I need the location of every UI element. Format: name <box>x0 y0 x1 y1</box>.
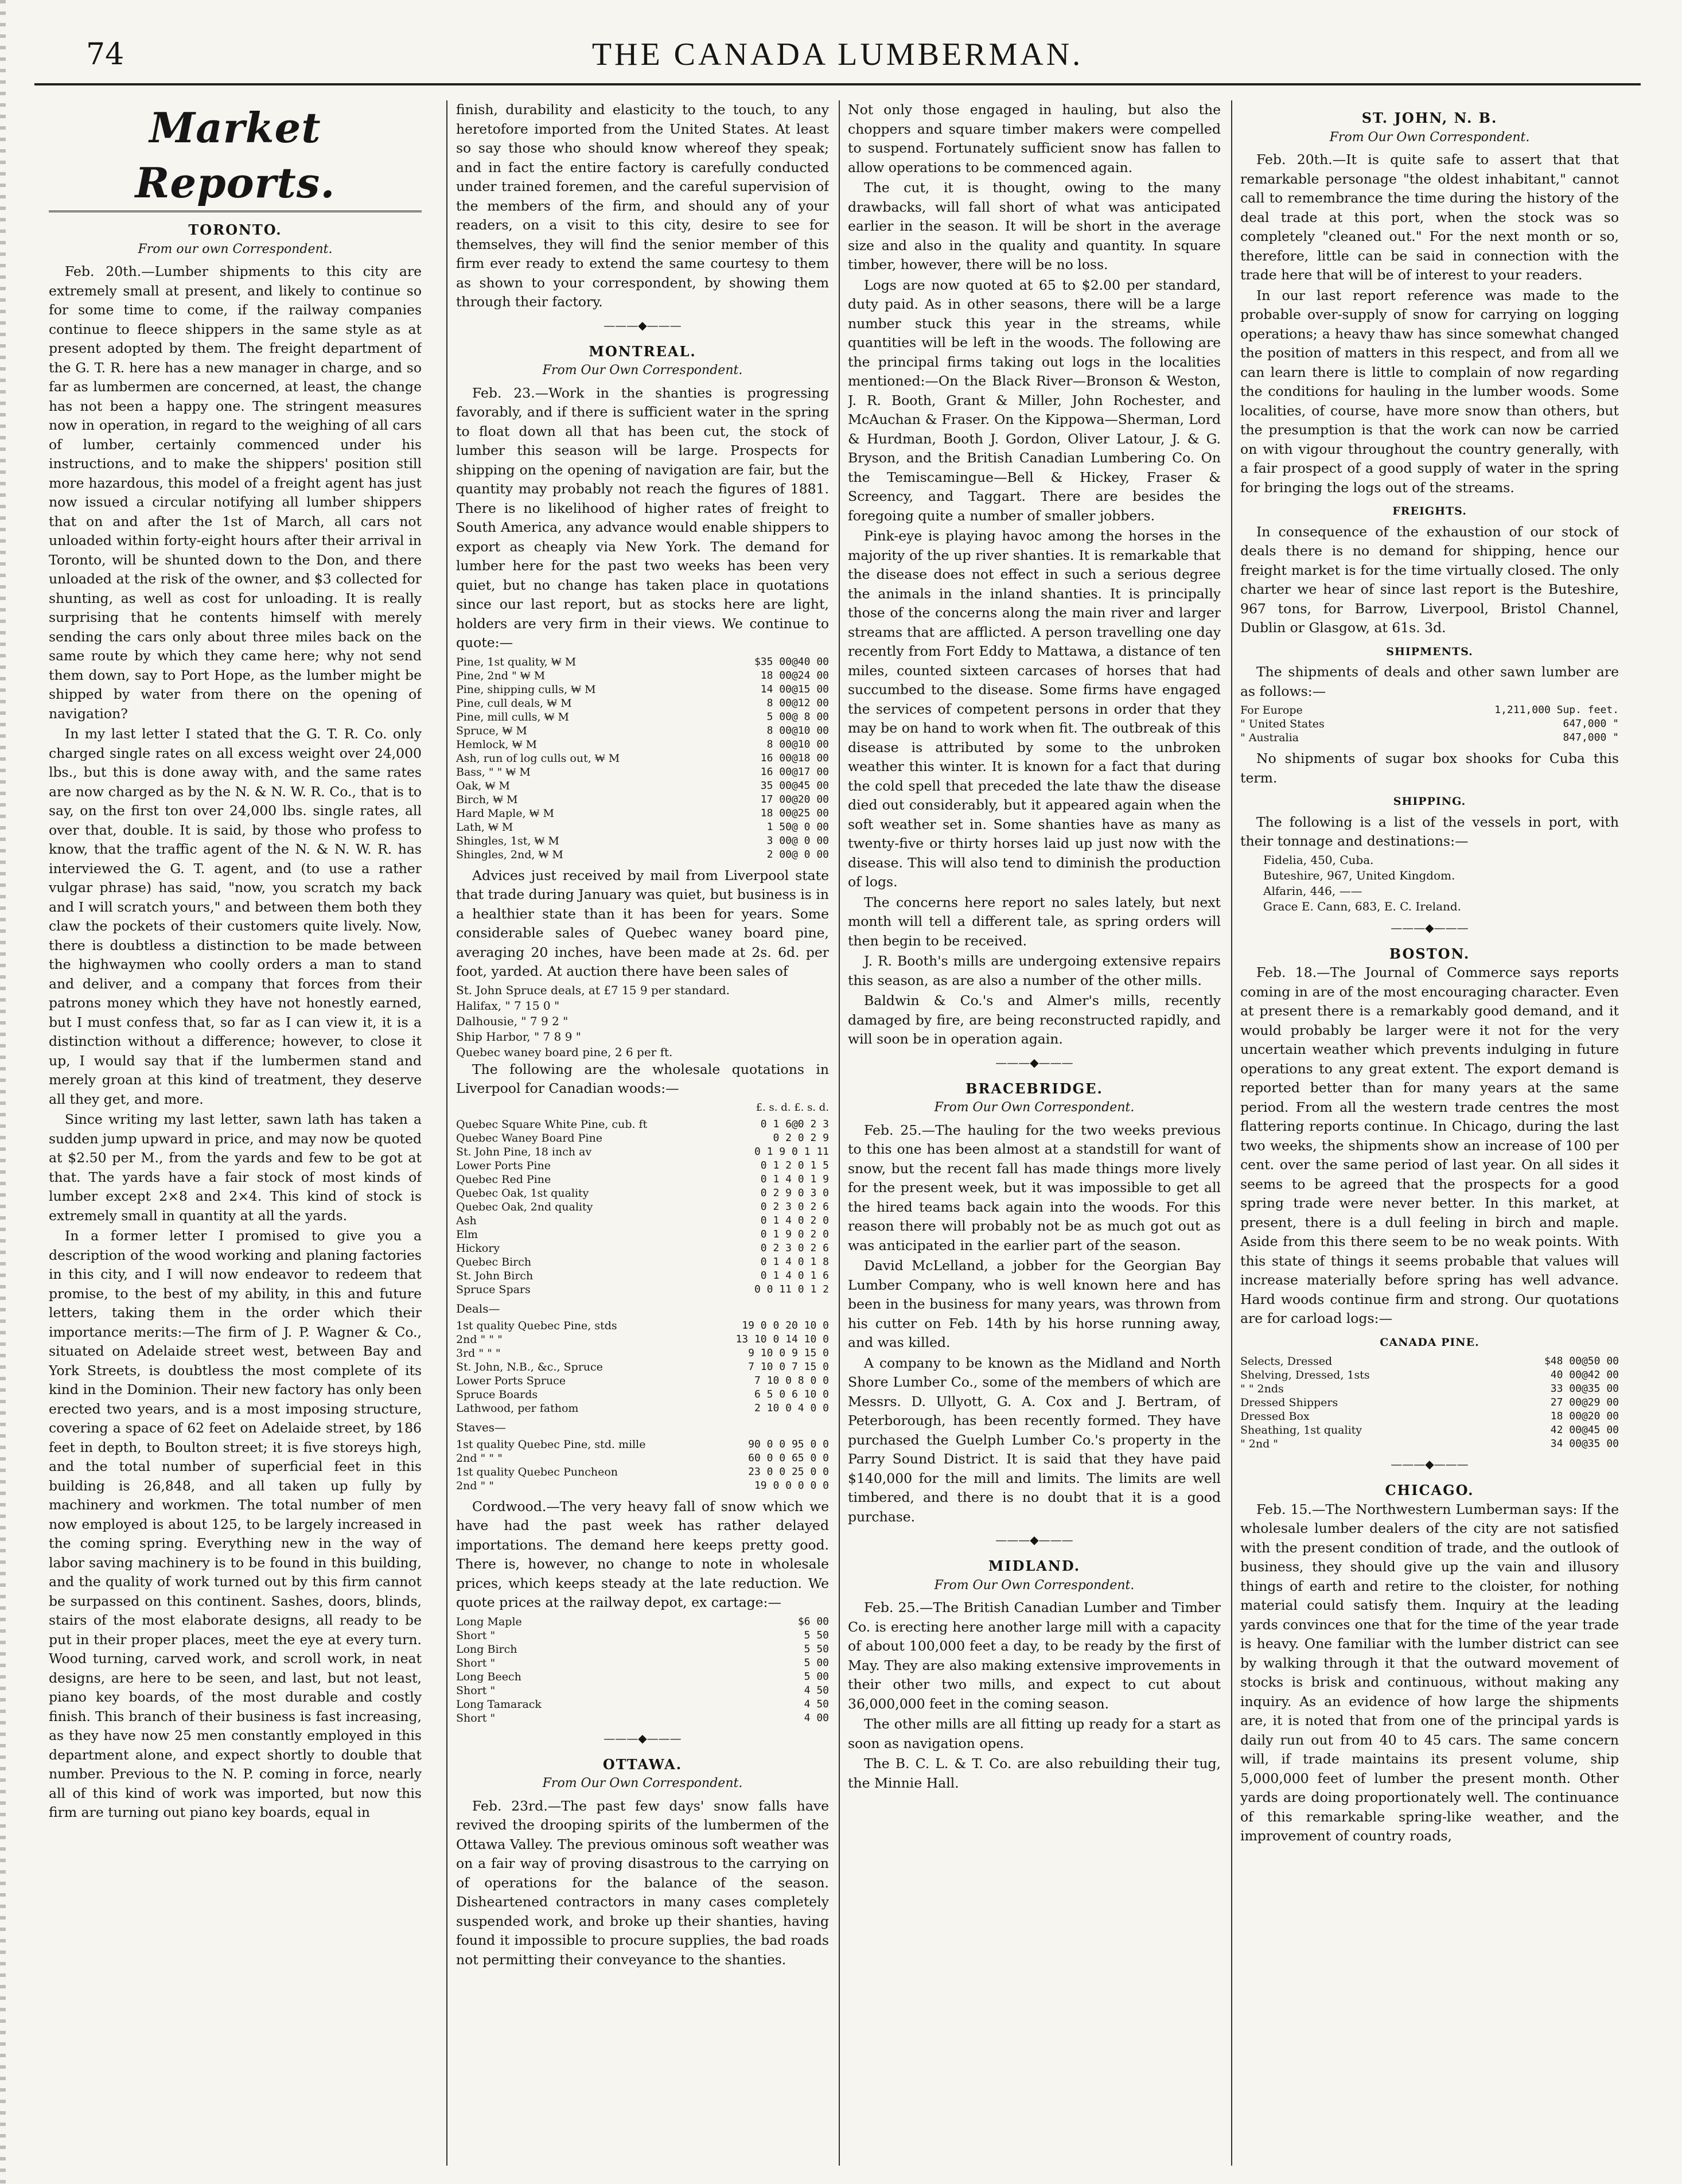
price-value: 2 10 0 4 0 0 <box>754 1402 829 1414</box>
price-row <box>1240 1437 1619 1451</box>
price-item: Pine, shipping culls, ₩ M <box>456 683 596 696</box>
price-value: 90 0 0 95 0 0 <box>748 1438 829 1450</box>
column-3 <box>848 100 1221 2166</box>
price-value: 19 0 0 0 0 0 <box>754 1479 829 1492</box>
price-item: Quebec Waney Board Pine <box>456 1131 602 1144</box>
price-value: 0 0 11 0 1 2 <box>754 1283 829 1295</box>
liverpool-price-table <box>456 1118 829 1297</box>
price-item: Quebec Oak, 2nd quality <box>456 1200 593 1213</box>
price-row <box>456 1698 829 1711</box>
auction-price-line: St. John Spruce deals, at £7 15 9 per standard. <box>456 983 730 997</box>
toronto-subtitle: From our own Correspondent. <box>138 242 333 256</box>
montreal-paragraph: The following are the wholesale quotations in Liverpool for Canadian woods:— <box>456 1061 829 1096</box>
price-value: 5 50 <box>804 1642 829 1655</box>
price-row <box>456 655 829 669</box>
price-row <box>456 1711 829 1725</box>
stjohn-subtitle: From Our Own Correspondent. <box>1329 130 1530 145</box>
price-item: Spruce, ₩ M <box>456 724 527 737</box>
price-row <box>456 1465 829 1479</box>
price-value: 9 10 0 9 15 0 <box>748 1346 829 1359</box>
ottawa-title: OTTAWA. <box>602 1755 683 1773</box>
price-item: Ash, run of log culls out, ₩ M <box>456 752 620 765</box>
price-value: 0 2 3 0 2 6 <box>760 1241 829 1254</box>
price-row <box>456 1283 829 1297</box>
ottawa-paragraph: Pink-eye is playing havoc among the horses in the majority of the up river shanties. It is remarkable that the disease does not effect in such a serious degree the animals in the inland shanties. It is principally those of the concerns along the main river and larger streams that are afflicted. A person travelling one day recently from Fort Eddy to Mattawa, a distance of ten miles, counted sixteen carcases of horses that had succumbed to the disease. Some firms have engaged the services of competent persons in order that they may be on hand to work when fit. The outbreak of this disease is attributed by some to the unbroken weather this winter. It is known for a fact that during the cold spell that preceded the late thaw the disease died out considerably, but it appeared again when the soft weather set in. Some shanties have as many as twenty-five or thirty horses laid up just now with the disease. This will also tend to diminish the production of logs. <box>848 528 1221 890</box>
price-item: St. John Pine, 18 inch av <box>456 1145 592 1158</box>
price-item: 2nd " " <box>456 1479 495 1492</box>
bracebridge-paragraph: Feb. 25.—The hauling for the two weeks previous to this one has been almost at a standstill for want of snow, but the recent fall has made things more lively for the present week, but it was impossible to get all the hired teams back again into the woods. For this reason there will probably not be as much got out as was anticipated in the earlier part of the season. <box>848 1122 1221 1253</box>
boston-title: BOSTON. <box>1389 945 1470 962</box>
price-row <box>456 738 829 752</box>
price-value: $48 00@50 00 <box>1544 1355 1619 1367</box>
price-value: 8 00@10 00 <box>766 738 829 750</box>
price-row <box>1240 1410 1619 1423</box>
price-row <box>456 1684 829 1698</box>
price-item: Quebec Birch <box>456 1255 532 1268</box>
shipment-row <box>1240 717 1619 731</box>
price-item: 1st quality Quebec Pine, std. mille <box>456 1438 646 1451</box>
price-item: Hickory <box>456 1241 500 1255</box>
section-divider: ———◆——— <box>995 1533 1073 1547</box>
canada-pine-heading: CANADA PINE. <box>1380 1336 1479 1349</box>
price-row <box>456 793 829 807</box>
price-item: 1st quality Quebec Puncheon <box>456 1465 618 1478</box>
vessel-item: Grace E. Cann, 683, E. C. Ireland. <box>1263 899 1462 913</box>
price-row <box>456 1319 829 1333</box>
price-item: Long Maple <box>456 1615 522 1628</box>
auction-price-list <box>456 983 829 1060</box>
price-row <box>456 1346 829 1360</box>
price-value: 23 0 0 25 0 0 <box>748 1465 829 1478</box>
price-value: 7 10 0 8 0 0 <box>754 1374 829 1387</box>
market-reports-masthead: Market Reports. <box>49 100 422 212</box>
price-item: Spruce Spars <box>456 1283 531 1296</box>
price-value: 5 00 <box>804 1656 829 1669</box>
price-item: 2nd " " " <box>456 1451 503 1465</box>
price-value: 0 2 3 0 2 6 <box>760 1200 829 1213</box>
price-value: 18 00@20 00 <box>1550 1410 1619 1422</box>
price-row <box>456 1402 829 1415</box>
price-item: Lower Ports Spruce <box>456 1374 566 1387</box>
freights-heading: FREIGHTS. <box>1392 505 1467 517</box>
price-item: Pine, 1st quality, ₩ M <box>456 655 577 668</box>
price-row <box>456 1388 829 1402</box>
toronto-title: TORONTO. <box>188 221 282 238</box>
bracebridge-paragraph: David McLelland, a jobber for the Georgian Bay Lumber Company, who is well known here and has been in the business for many years, was thrown from his cutter on Feb. 14th by his horse running away, and was killed. <box>848 1258 1221 1350</box>
shipment-row <box>1240 731 1619 745</box>
price-item: " 2nd " <box>1240 1438 1279 1450</box>
price-row <box>456 779 829 793</box>
price-item: Lath, ₩ M <box>456 820 513 834</box>
price-row <box>456 820 829 834</box>
stjohn-paragraph: In our last report reference was made to the probable over-supply of snow for carrying on logging operations; a heavy thaw has since somewhat changed the position of matters in this respect, and from all we can learn there is little to complain of now regarding the conditions for hauling in the lumber woods. Some localities, of course, have more snow than others, but the presumption is that the work can now be carried on with vigour throughout the country generally, with a fair prospect of a good supply of water in the spring for bringing the logs out of the streams. <box>1240 287 1619 496</box>
price-row <box>456 1642 829 1656</box>
price-value: 2 00@ 0 00 <box>766 848 829 861</box>
price-row <box>1240 1423 1619 1437</box>
bracebridge-title: BRACEBRIDGE. <box>965 1080 1103 1097</box>
newspaper-title: THE CANADA LUMBERMAN. <box>591 37 1084 72</box>
chicago-title: CHICAGO. <box>1385 1482 1474 1498</box>
deals-price-table <box>456 1319 829 1415</box>
shipments-table <box>1240 703 1619 745</box>
price-value: 27 00@29 00 <box>1550 1396 1619 1408</box>
price-item: Shingles, 2nd, ₩ M <box>456 848 563 861</box>
deals-heading: Deals— <box>456 1301 500 1315</box>
price-row <box>456 724 829 738</box>
price-item: St. John, N.B., &c., Spruce <box>456 1360 603 1373</box>
auction-price-line: Ship Harbor, " 7 8 9 " <box>456 1029 581 1044</box>
price-row <box>1240 1368 1619 1382</box>
price-row <box>456 1656 829 1670</box>
price-row <box>456 1269 829 1283</box>
price-row <box>456 710 829 724</box>
chicago-paragraph: Feb. 15.—The Northwestern Lumberman says: If the wholesale lumber dealers of the city are not satisfied with the present condition of trade, and the outlook of business, they should give up the vain and illusory things of earth and retire to the cloister, for nothing material could satisfy them. Inquiry at the leading yards convinces one that for the time of the year trade is heavy. One familiar with the lumber district can see by walking through it that the outward movement of stocks is brisk and continuous, without making any inquiry. As an evidence of how large the shipments are, it is noted that from one of the principal yards is daily run out from 40 to 45 cars. The same concern will, if trade maintains its present volume, ship 5,000,000 feet of lumber the present month. Other yards are doing proportionately well. The continuance of this remarkable spring-like weather, and the improvement of country roads, <box>1240 1501 1619 1844</box>
price-row <box>456 1145 829 1159</box>
auction-price-line: Halifax, " 7 15 0 " <box>456 998 560 1013</box>
price-value: 18 00@25 00 <box>760 807 829 819</box>
price-item: Quebec Square White Pine, cub. ft <box>456 1118 648 1131</box>
section-divider: ———◆——— <box>1391 1457 1469 1471</box>
price-row <box>456 1200 829 1214</box>
shipping-heading: SHIPPING. <box>1393 795 1466 808</box>
ottawa-paragraph: Not only those engaged in hauling, but also the choppers and square timber makers were compelled to suspend. Fortunately sufficient snow has fallen to allow operations to be commenced again. <box>848 102 1221 176</box>
column-4 <box>1240 100 1619 2166</box>
price-row <box>456 683 829 696</box>
price-item: " " 2nds <box>1240 1383 1284 1395</box>
price-item: Spruce Boards <box>456 1388 538 1401</box>
price-item: Long Tamarack <box>456 1698 542 1711</box>
price-value: 847,000 " <box>1563 731 1619 743</box>
price-value: 19 0 0 20 10 0 <box>742 1319 829 1332</box>
montreal-paragraph: Advices just received by mail from Liverpool state that trade during January was quiet, but business is in a healthier state than it has been for years. Some considerable sales of Quebec waney board pine, averaging 20 inches, have been made at 2s. 6d. per foot, yarded. At auction there have been sales of <box>456 867 829 979</box>
price-value: 34 00@35 00 <box>1550 1438 1619 1450</box>
price-value: 0 1 4 0 1 9 <box>760 1173 829 1185</box>
price-value: 0 2 0 2 9 <box>773 1131 829 1144</box>
price-row <box>456 1214 829 1228</box>
midland-paragraph: The other mills are all fitting up ready for a start as soon as navigation opens. <box>848 1716 1221 1751</box>
bracebridge-subtitle: From Our Own Correspondent. <box>934 1100 1135 1115</box>
price-item: Bass, " " ₩ M <box>456 765 531 778</box>
stjohn-title: ST. JOHN, N. B. <box>1361 110 1498 126</box>
price-value: 0 1 6@0 2 3 <box>760 1118 829 1130</box>
column-2 <box>456 100 829 2166</box>
cordwood-paragraph: Cordwood.—The very heavy fall of snow which we have had the past week has rather delayed importations. The demand here keeps pretty good. There is, however, no change to note in wholesale prices, which keeps steady at the late reduction. We quote prices at the railway depot, ex cartage:— <box>456 1498 829 1610</box>
price-value: 0 1 4 0 2 0 <box>760 1214 829 1227</box>
shipping-paragraph: The following is a list of the vessels in port, with their tonnage and destinations:— <box>1240 813 1619 849</box>
ottawa-paragraph: The concerns here report no sales lately, but next month will tell a different tale, as spring orders will then begin to be received. <box>848 894 1221 949</box>
toronto-paragraph: In a former letter I promised to give you a description of the wood working and planing factories in this city, and I will now endeavor to redeem that promise, to the best of my ability, in this and future letters, taking them in the order which their importance merits:—The firm of J. P. Wagner & Co., situated on Adelaide street west, between Bay and York Streets, is doubtless the most complete of its kind in the Dominion. Their new factory has only been erected two years, and is a most imposing structure, covering a space of 62 feet on Adelaide street, by 186 feet in depth, to Boulton street; it is five storeys high, and the total number of superficial feet in this building is 26,848, and all taken up fully by machinery and workmen. The total number of men now employed is about 125, to be largely increased in the coming spring. Everything new in the way of labor saving machinery is to be found in this building, and the quality of work turned out by this firm cannot be surpassed on this continent. Sashes, doors, blinds, stairs of the most elaborate designs, all ready to be put in their proper places, meet the eye at every turn. Wood turning, carved work, and scroll work, in neat designs, are here to be seen, and last, but not least, piano key boards, of the most durable and costly finish. This branch of their business is fast increasing, as they have now 25 men constantly employed in this department alone, and expect shortly to double that number. Previous to the N. P. coming in force, nearly all of this kind of work was imported, but now this firm are turning out piano key boards, equal in <box>49 1228 422 1820</box>
section-divider: ———◆——— <box>604 318 682 332</box>
price-value: 5 00@ 8 00 <box>766 710 829 723</box>
toronto-continuation: finish, durability and elasticity to the touch, to any heretofore imported from the United States. At least so say those who should know whereof they speak; and in fact the entire factory is carefully conducted under trained foremen, and the careful supervision of the members of the firm, and should any of your readers, on a visit to this city, desire to see for themselves, they will find the senior member of this firm ever ready to extend the same courtesy to them as shown to your correspondent, by showing them through their factory. <box>456 102 829 310</box>
boston-paragraph: Feb. 18.—The Journal of Commerce says reports coming in are of the most encouraging character. Even at present there is a remarkably good demand, and it would probably be larger were it not for the very uncertain weather which prevents indulging in future operations to any great extent. The export demand is reported better than for many years at the same period. From all the western trade centres the most flattering reports continue. In Chicago, during the last two weeks, the shipments show an increase of 100 per cent. over the same period of last year. On all sides it seems to be agreed that the prospects for a good spring trade were never better. In this market, at present, there is a dull feeling in birch and maple. Aside from this there seem to be no weak points. With this state of things it seems probable that values will increase materially before spring has well advance. Hard woods continue firm and strong. Our quotations are for carload logs:— <box>1240 964 1619 1326</box>
price-value: 14 00@15 00 <box>760 683 829 695</box>
price-item: St. John Birch <box>456 1269 534 1282</box>
price-row <box>456 669 829 683</box>
price-item: Short " <box>456 1629 496 1642</box>
price-value: $35 00@40 00 <box>754 655 829 668</box>
price-item: 1st quality Quebec Pine, stds <box>456 1319 617 1332</box>
price-row <box>456 1241 829 1255</box>
price-row <box>456 834 829 848</box>
section-divider: ———◆——— <box>1391 920 1469 935</box>
price-row <box>456 1374 829 1388</box>
price-item: Birch, ₩ M <box>456 793 518 806</box>
column-rule <box>446 100 447 2166</box>
price-value: 8 00@10 00 <box>766 724 829 737</box>
price-row <box>456 1479 829 1493</box>
price-value: 0 1 4 0 1 6 <box>760 1269 829 1282</box>
vessel-item: Buteshire, 967, United Kingdom. <box>1263 868 1455 882</box>
price-item: Selects, Dressed <box>1240 1355 1333 1368</box>
price-item: Pine, 2nd " ₩ M <box>456 669 546 682</box>
price-value: 40 00@42 00 <box>1550 1369 1619 1381</box>
shipments-paragraph: The shipments of deals and other sawn lumber are as follows:— <box>1240 664 1619 699</box>
price-item: Hemlock, ₩ M <box>456 738 538 751</box>
midland-subtitle: From Our Own Correspondent. <box>934 1578 1135 1593</box>
price-row <box>456 1131 829 1145</box>
price-value: 16 00@18 00 <box>760 752 829 764</box>
ottawa-paragraph: Feb. 23rd.—The past few days' snow falls have revived the drooping spirits of the lumbermen of the Ottawa Valley. The previous ominous soft weather was on a fair way of proving disastrous to the carrying on of operations for the balance of the season. Disheartened contractors in many cases completely suspended work, and broke up their shanties, having found it impossible to procure supplies, the bad roads not permitting their conveyance to the shanties. <box>456 1797 829 1968</box>
stjohn-paragraph: Feb. 20th.—It is quite safe to assert that that remarkable personage "the oldest inhabitant," cannot call to remembrance the time during the history of the deal trade at this port, when the stock was so completely "cleaned out." For the next month or so, therefore, little can be said in connection with the trade here that will be of interest to your readers. <box>1240 151 1619 283</box>
price-value: 6 5 0 6 10 0 <box>754 1388 829 1400</box>
price-value: 8 00@12 00 <box>766 696 829 709</box>
price-value: 5 00 <box>804 1670 829 1683</box>
price-row <box>456 1670 829 1684</box>
price-item: Dressed Box <box>1240 1410 1310 1423</box>
price-row <box>456 1629 829 1642</box>
price-row <box>1240 1396 1619 1410</box>
price-value: 0 1 4 0 1 8 <box>760 1255 829 1268</box>
price-row <box>456 752 829 765</box>
price-item: Oak, ₩ M <box>456 779 510 792</box>
column-rule <box>839 100 840 2166</box>
column-rule <box>1231 100 1232 2166</box>
price-item: Elm <box>456 1228 478 1241</box>
staves-price-table <box>456 1438 829 1493</box>
cordwood-price-table <box>456 1615 829 1725</box>
price-row <box>456 1173 829 1186</box>
price-row <box>456 1615 829 1629</box>
toronto-paragraph: Feb. 20th.—Lumber shipments to this city are extremely small at present, and likely to continue so for some time to come, if the railway companies continue to fleece shippers in the same style as at present adopted by them. The freight department of the G. T. R. here has a new manager in charge, and so far as lumbermen are concerned, at least, the change has not been a happy one. The stringent measures now in operation, in regard to the weighing of all cars of lumber, certainly commenced under his instructions, and to make the shippers' position still more hazardous, this model of a freight agent has just now issued a circular notifying all lumber shippers that on and after the 1st of March, all cars not unloaded within forty-eight hours after their arrival in Toronto, will be shunted down to the Don, and there unloaded at the risk of the owner, and $3 collected for shunting, as well as cost for unloading. It is really surprising that he contents himself with merely sending the cars only about three miles back on the same route by which they came here; why not send them down, say to Port Hope, as the lumber might be shipped by water from there on the opening of navigation? <box>49 263 422 722</box>
price-value: 4 00 <box>804 1711 829 1724</box>
montreal-subtitle: From Our Own Correspondent. <box>542 363 743 377</box>
price-item: Short " <box>456 1711 496 1724</box>
page-number: 74 <box>86 37 124 72</box>
price-value: 0 1 9 0 2 0 <box>760 1228 829 1240</box>
midland-title: MIDLAND. <box>988 1558 1081 1574</box>
price-row <box>456 1186 829 1200</box>
price-item: Lathwood, per fathom <box>456 1402 579 1415</box>
price-item: Long Birch <box>456 1642 517 1656</box>
ottawa-paragraph: Baldwin & Co.'s and Almer's mills, recently damaged by fire, are being reconstructed rapidly, and will soon be in operation again. <box>848 992 1221 1047</box>
price-item: Lower Ports Pine <box>456 1159 551 1172</box>
vessel-item: Fidelia, 450, Cuba. <box>1263 852 1374 867</box>
page-header <box>34 26 1641 85</box>
price-row <box>1240 1382 1619 1396</box>
shipment-row <box>1240 703 1619 717</box>
ottawa-subtitle: From Our Own Correspondent. <box>542 1776 743 1790</box>
price-value: 33 00@35 00 <box>1550 1383 1619 1395</box>
price-item: Sheathing, 1st quality <box>1240 1424 1362 1436</box>
liverpool-currency-header: £. s. d. £. s. d. <box>756 1101 829 1114</box>
price-row <box>1240 1354 1619 1368</box>
price-row <box>456 1159 829 1173</box>
staves-heading: Staves— <box>456 1420 507 1434</box>
ottawa-paragraph: Logs are now quoted at 65 to $2.00 per standard, duty paid. As in other seasons, there will be a large number stuck this year in the streams, while quantities will be left in the woods. The following are the principal firms taking out logs in the localities mentioned:—On the Black River—Bronson & Weston, J. R. Booth, Grant & Miller, John Rochester, and McAuchan & Fraser. On the Kippowa—Sherman, Lord & Hurdman, Booth J. Gordon, Oliver Latour, J. & G. Bryson, and the British Canadian Lumbering Co. On the Temiscamingue—Bell & Hickey, Fraser & Screency, and Taggart. There are besides the foregoing quite a number of smaller jobbers. <box>848 277 1221 524</box>
price-row <box>456 765 829 779</box>
price-row <box>456 1228 829 1241</box>
page-edge-shadow <box>0 0 6 2184</box>
bracebridge-paragraph: A company to be known as the Midland and North Shore Lumber Co., some of the members of which are Messrs. D. Ullyott, G. A. Cox and J. Bertram, of Peterborough, has been recently formed. They have purchased the Guelph Lumber Co.'s property in the Parry Sound District. It is said that they have paid $140,000 for the mill and limits. The limits are well timbered, and there is no doubt that it is a good purchase. <box>848 1354 1221 1525</box>
price-item: Pine, mill culls, ₩ M <box>456 710 569 723</box>
price-value: 3 00@ 0 00 <box>766 834 829 847</box>
price-item: Ash <box>456 1214 477 1227</box>
price-value: 647,000 " <box>1563 718 1619 730</box>
vessel-item: Alfarin, 446, —— <box>1263 883 1362 898</box>
price-value: 4 50 <box>804 1698 829 1710</box>
auction-price-line: Dalhousie, " 7 9 2 " <box>456 1014 569 1028</box>
price-item: " United States <box>1240 718 1325 730</box>
price-item: 2nd " " " <box>456 1333 503 1346</box>
montreal-title: MONTREAL. <box>589 342 696 360</box>
midland-paragraph: Feb. 25.—The British Canadian Lumber and Timber Co. is erecting here another large mill with a capacity of about 100,000 feet a day, to be ready by the first of May. They are also making extensive improvements in their other two mills, and expect to cut about 36,000,000 feet in the coming season. <box>848 1599 1221 1712</box>
price-value: 35 00@45 00 <box>760 779 829 792</box>
price-value: 7 10 0 7 15 0 <box>748 1360 829 1373</box>
price-value: 60 0 0 65 0 0 <box>748 1451 829 1464</box>
price-item: " Australia <box>1240 731 1299 744</box>
price-row <box>456 1333 829 1346</box>
price-value: 13 10 0 14 10 0 <box>735 1333 829 1345</box>
price-value: 1 50@ 0 00 <box>766 820 829 833</box>
price-row <box>456 696 829 710</box>
price-row <box>456 1451 829 1465</box>
price-value: 5 50 <box>804 1629 829 1641</box>
price-value: 17 00@20 00 <box>760 793 829 805</box>
toronto-paragraph: In my last letter I stated that the G. T. R. Co. only charged single rates on all excess weight over 24,000 lbs., but this is done away with, and the same rates are now charged as by the N. & N. W. R. Co., that is to say, on the first ton over 24,000 lbs. single rates, all over that, double. It is said, by those who profess to know, that the traffic agent of the N. & N. W. R. has interviewed the G. T. agent, and (to use a rather vulgar phrase) has said, "now, you scratch my back and I will scratch yours," and between them both they claw the pockets of their customers quite lively. Now, there is doubtless a distinction to be made between the highwaymen who coolly orders a man to stand and deliver, and a company that forces from their patrons money which they have not honestly earned, but I must confess that, so far as I can view it, it is a distinction without a difference; however, to close it up, I would say that if the lumbermen stand and merely groan at this kind of treatment, they deserve all they get, and more. <box>49 726 422 1107</box>
canada-pine-table <box>1240 1354 1619 1451</box>
price-item: Dressed Shippers <box>1240 1396 1338 1409</box>
price-value: 16 00@17 00 <box>760 765 829 778</box>
price-item: Shelving, Dressed, 1sts <box>1240 1369 1370 1381</box>
price-value: 0 1 9 0 1 11 <box>754 1145 829 1158</box>
price-value: 1,211,000 Sup. feet. <box>1494 704 1619 716</box>
price-item: Short " <box>456 1656 496 1669</box>
price-value: 18 00@24 00 <box>760 669 829 682</box>
section-divider: ———◆——— <box>995 1055 1073 1069</box>
column-1 <box>49 100 422 2166</box>
shipments-heading: SHIPMENTS. <box>1386 645 1473 658</box>
price-item: 3rd " " " <box>456 1346 501 1360</box>
price-row <box>456 1118 829 1131</box>
price-item: Pine, cull deals, ₩ M <box>456 696 572 710</box>
price-value: 0 1 2 0 1 5 <box>760 1159 829 1171</box>
price-row <box>456 1255 829 1269</box>
price-row <box>456 1360 829 1374</box>
price-value: 42 00@45 00 <box>1550 1424 1619 1436</box>
midland-paragraph: The B. C. L. & T. Co. are also rebuilding their tug, the Minnie Hall. <box>848 1755 1221 1791</box>
section-divider: ———◆——— <box>604 1731 682 1745</box>
price-row <box>456 1438 829 1451</box>
price-item: Short " <box>456 1684 496 1697</box>
price-value: 0 2 9 0 3 0 <box>760 1186 829 1199</box>
toronto-paragraph: Since writing my last letter, sawn lath has taken a sudden jump upward in price, and may now be quoted at $2.50 per M., from the yards and few to be got at that. The yards have a fair stock of most kinds of lumber except 2×8 and 2×4. This kind of stock is extremely small in quantity at all the yards. <box>49 1111 422 1224</box>
ottawa-paragraph: The cut, it is thought, owing to the many drawbacks, will fall short of what was anticipated earlier in the season. It will be short in the average size and also in the quality and quantity. In square timber, however, there will be no loss. <box>848 180 1221 272</box>
price-item: Quebec Red Pine <box>456 1173 551 1186</box>
price-item: Long Beech <box>456 1670 521 1683</box>
shipments-note: No shipments of sugar box shooks for Cuba this term. <box>1240 750 1619 786</box>
price-row <box>456 807 829 820</box>
montreal-price-table <box>456 655 829 862</box>
price-item: Hard Maple, ₩ M <box>456 807 554 820</box>
montreal-paragraph: Feb. 23.—Work in the shanties is progressing favorably, and if there is sufficient water in the spring to float down all that has been cut, the stock of lumber this season will be large. Prospects for shipping on the opening of navigation are fair, but the quantity may probably not reach the figures of 1881. There is no likelihood of higher rates of freight to South America, any advance would enable shippers to export as cheaply via New York. The demand for lumber here for the past two weeks has been very quiet, but no change has taken place in quotations since our last report, but as stocks here are light, holders are very firm in their views. We continue to quote:— <box>456 384 829 651</box>
price-item: Shingles, 1st, ₩ M <box>456 834 559 847</box>
freights-paragraph: In consequence of the exhaustion of our stock of deals there is no demand for shipping, hence our freight market is for the time virtually closed. The only charter we hear of since last report is the Buteshire, 967 tons, for Barrow, Liverpool, Bristol Channel, Dublin or Glasgow, at 61s. 3d. <box>1240 523 1619 636</box>
price-value: $6 00 <box>797 1615 829 1628</box>
price-item: For Europe <box>1240 704 1303 717</box>
vessel-list <box>1240 852 1619 914</box>
ottawa-paragraph: J. R. Booth's mills are undergoing extensive repairs this season, as are also a number of the other mills. <box>848 953 1221 988</box>
price-row <box>456 848 829 862</box>
price-item: Quebec Oak, 1st quality <box>456 1186 589 1200</box>
price-value: 4 50 <box>804 1684 829 1696</box>
auction-price-line: Quebec waney board pine, 2 6 per ft. <box>456 1045 673 1059</box>
